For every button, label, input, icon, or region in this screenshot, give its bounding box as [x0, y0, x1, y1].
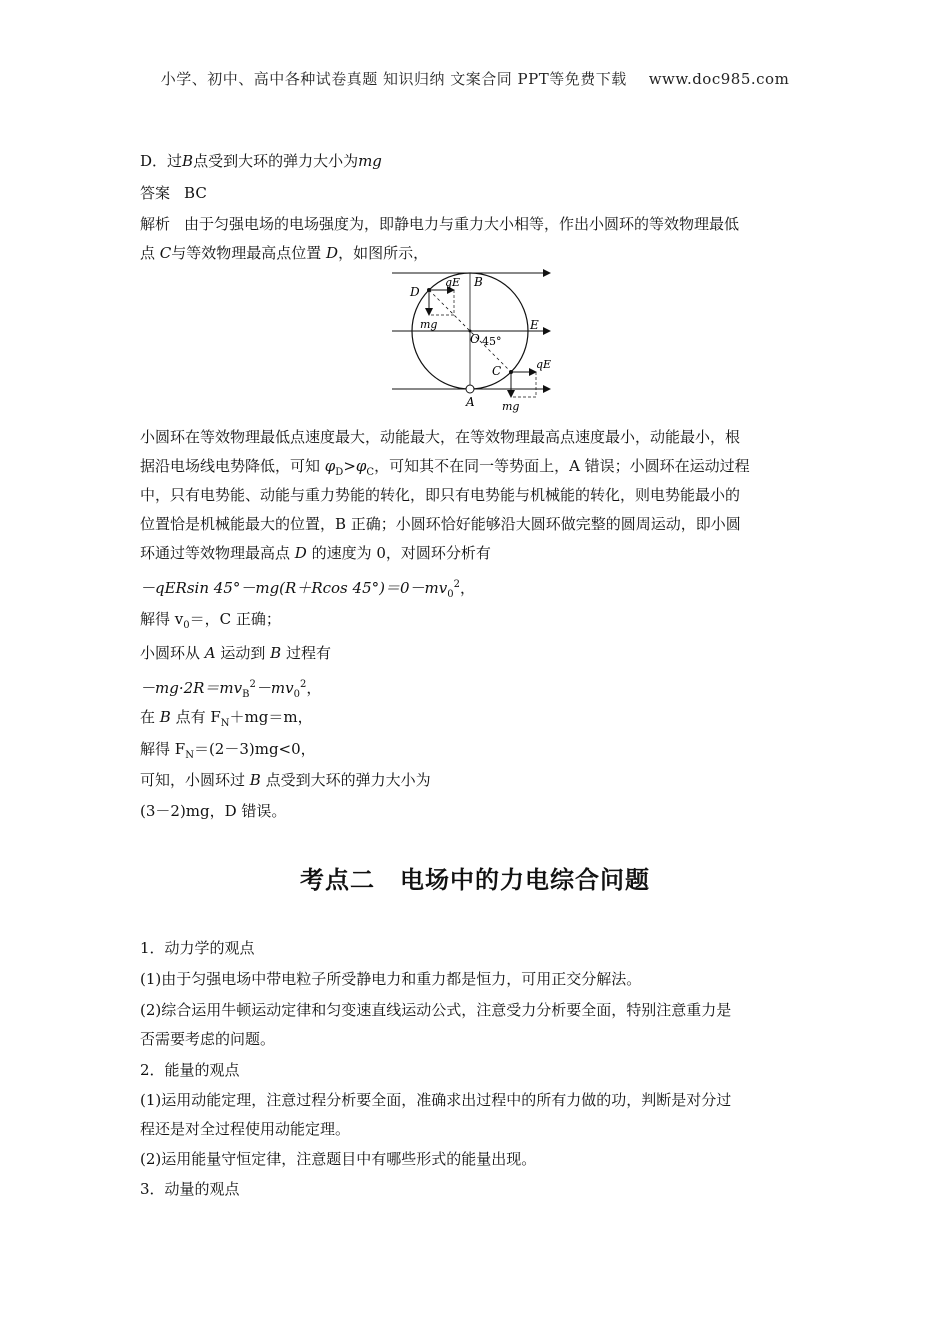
label-mg-left: mg: [420, 318, 438, 331]
para2-line-4: 位置恰是机械能最大的位置，B 正确；小圆环恰好能够沿大圆环做完整的圆周运动，即小圆: [140, 515, 741, 533]
label-D: D: [410, 285, 420, 299]
header-text: 小学、初中、高中各种试卷真题 知识归纳 文案合同 PPT等免费下载: [160, 70, 627, 88]
para2-line-1: 小圆环在等效物理最低点速度最大，动能最大，在等效物理最高点速度最小，动能最小，根: [140, 428, 741, 446]
point-2-1a: (1)运用动能定理，注意过程分析要全面，准确求出过程中的所有力做的功，判断是对分过: [140, 1091, 732, 1109]
equation-2: $-mg\cdot 2R=mv_B^2-mv_0^2$，: [140, 679, 322, 700]
label-qE-right: qE: [536, 358, 552, 371]
equation-1: －qERsin 45°－mg(R＋Rcos $45^\circ)=0-mv_0^2$，: [140, 579, 475, 600]
label-O: O: [470, 332, 480, 346]
header-site: www.doc985.com: [648, 70, 790, 88]
label-B: B: [474, 275, 483, 289]
point-1-1: (1)由于匀强电场中带电粒子所受静电力和重力都是恒力，可用正交分解法。: [140, 970, 642, 988]
label-mg-bottom: mg: [502, 400, 520, 413]
answer-label: 答案: [140, 184, 171, 202]
section-title: 考点二 电场中的力电综合问题: [300, 866, 650, 894]
at-b-line: 在 B 点有 $F_N+mg=m$，: [140, 708, 313, 729]
analysis-label: 解析: [140, 215, 171, 233]
analysis-line-2: 点 C与等效物理最高点位置 D，如图所示，: [140, 244, 429, 262]
para2-line-5: 环通过等效物理最高点 D 的速度为 0，对圆环分析有: [140, 544, 491, 562]
page-header: [0, 68, 950, 89]
point-1-2b: 否需要考虑的问题。: [140, 1030, 276, 1048]
conclusion-1: 可知，小圆环过 B 点受到大环的弹力大小为: [140, 771, 431, 789]
label-C: C: [492, 364, 502, 378]
circle-diagram: [390, 268, 560, 418]
answer-value: BC: [184, 184, 207, 202]
motion-line: 小圆环从 A 运动到 B 过程有: [140, 644, 331, 662]
label-A: A: [466, 395, 475, 409]
para2-line-2: 据沿电场线电势降低，可知 $\varphi_D>\varphi_C$，可知其不在同一等势面上，A 错误；小圆环在运动过程: [140, 457, 750, 478]
point-1: 1．动力学的观点: [140, 939, 255, 957]
point-3: 3．动量的观点: [140, 1180, 240, 1198]
label-qE-top: qE: [445, 276, 461, 289]
point-2: 2．能量的观点: [140, 1061, 240, 1079]
para2-line-3: 中，只有电势能、动能与重力势能的转化，即只有电势能与机械能的转化，则电势能最小的: [140, 486, 741, 504]
label-E: E: [530, 318, 539, 332]
solve-2: 解得 $F_N=(2-3)mg<0$，: [140, 740, 316, 761]
answer-line: [140, 182, 810, 204]
small-ring: [466, 385, 474, 393]
conclusion-2: (3－2)mg，D 错误。: [140, 802, 287, 820]
analysis-line-1: 解析 由于匀强电场的电场强度为，即静电力与重力大小相等，作出小圆环的等效物理最低: [140, 215, 740, 233]
point-2-1b: 程还是对全过程使用动能定理。: [140, 1120, 351, 1138]
option-d: D．过B点受到大环的弹力大小为mg: [140, 152, 382, 170]
solve-1: 解得 $v_0=$，C 正确；: [140, 610, 281, 631]
point-2-2: (2)运用能量守恒定律，注意题目中有哪些形式的能量出现。: [140, 1150, 537, 1168]
label-angle: 45°: [482, 335, 502, 348]
point-1-2a: (2)综合运用牛顿运动定律和匀变速直线运动公式，注意受力分析要全面，特别注意重力是: [140, 1001, 732, 1019]
